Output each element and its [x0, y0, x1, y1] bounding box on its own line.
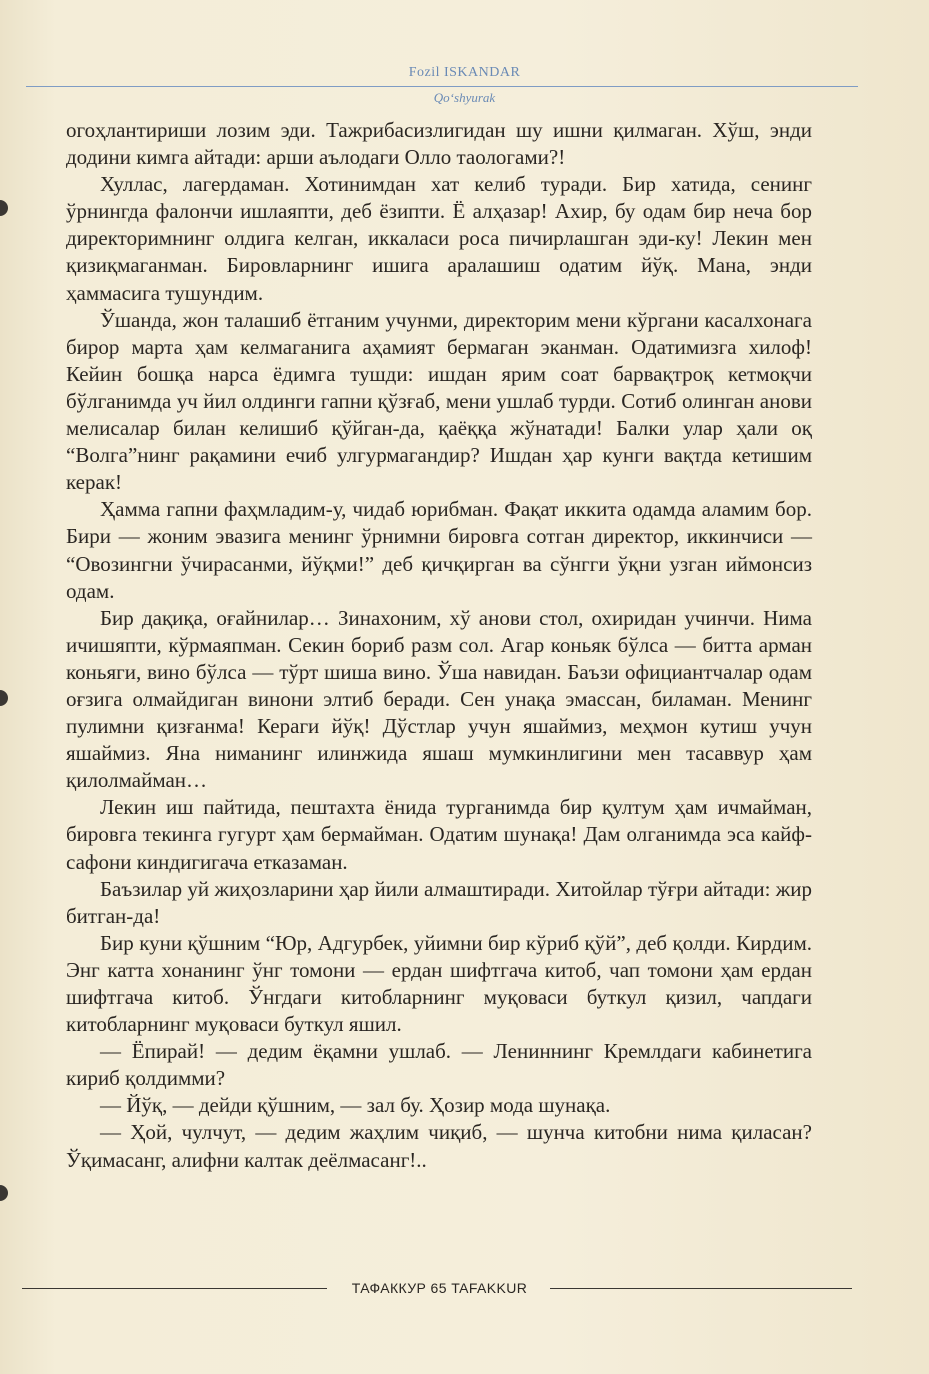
paragraph: Баъзилар уй жиҳозларини ҳар йили алмаштиради. Хитойлар тўғри айтади: жир битган-да! — [66, 876, 812, 928]
paragraph: Бир дақиқа, оғайнилар… Зинахоним, хў анови стол, охиридан учинчи. Нима ичишяпти, кўрмаяпман. Секин бориб разм сол. Агар коньяк бўлса — битта арман коньяги, вино бўлса — тўрт шиша вино. Ўша навидан. Баъзи официантчалар одам оғзига олмайдиган винони элтиб беради. Сен унақа эмассан, биламан. Менинг пулимни қизғанма! Кераги йўқ! Дўстлар учун яшаймиз, меҳмон кутиш учун яшаймиз. Яна ниманинг илинжида яшаш мумкинлигини мен тасаввур ҳам қилолмайман… — [66, 605, 812, 793]
binding-hole — [0, 690, 8, 706]
running-header — [0, 64, 929, 82]
body-text — [66, 117, 812, 1174]
dialogue-line: — Йўқ, — дейди қўшним, — зал бу. Ҳозир мода шунақа. — [100, 1093, 611, 1118]
binding-hole — [0, 1185, 8, 1201]
footer-rule-right — [550, 1288, 852, 1289]
dialogue-line: — Ёпирай! — дедим ёқамни ушлаб. — Лениннинг Кремлдаги кабинетига кириб қолдимми? — [66, 1039, 812, 1091]
paragraph: Лекин иш пайтида, пештахта ёнида турганимда бир қултум ҳам ичмайман, бировга текинга гугурт ҳам бермайман. Одатим шунақа! Дам олганимда эса кайф-сафони киндигигача етказаман. — [66, 795, 812, 874]
header-rule — [26, 86, 858, 87]
header-author: Fozil ISKANDAR — [408, 65, 521, 80]
paragraph: Ўшанда, жон талашиб ётганим учунми, директорим мени кўргани касалхонага бирор марта ҳам келмаганига аҳамият бермаган эканман. Одатимизга хилоф! Кейин бошқа нарса ёдимга тушди: ишдан ярим соат барвақтроқ кетмоқчи бўлганимда уч йил олдинги гапни қўзғаб, мени ушлаб турди. Сотиб олинган анови мелисалар билан келишиб қўйган-да, қаёққа жўнатади! Балки улар ҳали оқ “Волга”нинг рақамини ечиб улгурмагандир? Ишдан ҳар кунги вақтда кетишим керак! — [66, 307, 812, 495]
footer-page-label: ТАФАККУР 65 TAFAKKUR — [351, 1280, 528, 1296]
paragraph: Ҳамма гапни фаҳмладим-у, чидаб юрибман. Фақат иккита одамда аламим бор. Бири — жоним эвазига менинг ўрнимни бировга сотган директор, иккинчиси — “Овозингни ўчирасанми, йўқми!” деб қичқирган ва сўнгги ўқни узган иймонсиз одам. — [66, 497, 812, 603]
binding-hole — [0, 200, 8, 216]
footer-rule-left — [22, 1288, 327, 1289]
dialogue-line: — Ҳой, чулчут, — дедим жаҳлим чиқиб, — шунча китобни нима қиласан? Ўқимасанг, алифни калтак деёлмасанг!.. — [66, 1120, 812, 1172]
header-title: Qo‘shyurak — [433, 90, 496, 105]
paragraph: Бир куни қўшним “Юр, Адгурбек, уйимни бир кўриб қўй”, деб қолди. Кирдим. Энг катта хонанинг ўнг томони — ердан шифтгача китоб, чап томони ҳам ердан шифтгача китоб. Ўнгдаги китобларнинг муқоваси буткул қизил, чапдаги китобларнинг муқоваси буткул яшил. — [66, 930, 812, 1037]
paragraph: Хуллас, лагердаман. Хотинимдан хат келиб туради. Бир хатида, сенинг ўрнингда фалончи ишлаяпти, деб ёзипти. Ё алҳазар! Ахир, бу одам бир неча бор директоримнинг олдига келган, иккаласи роса пичирлашган эди-ку! Лекин мен қизиқмаганман. Бировларнинг ишига аралашиш одатим йўқ. Мана, энди ҳаммасига тушундим. — [66, 172, 812, 305]
paragraph-continued: огоҳлантириши лозим эди. Тажрибасизлигидан шу ишни қилмаган. Хўш, энди додини кимга айтади: арши аълодаги Олло таологами?! — [66, 118, 812, 170]
page-footer — [22, 1277, 852, 1299]
